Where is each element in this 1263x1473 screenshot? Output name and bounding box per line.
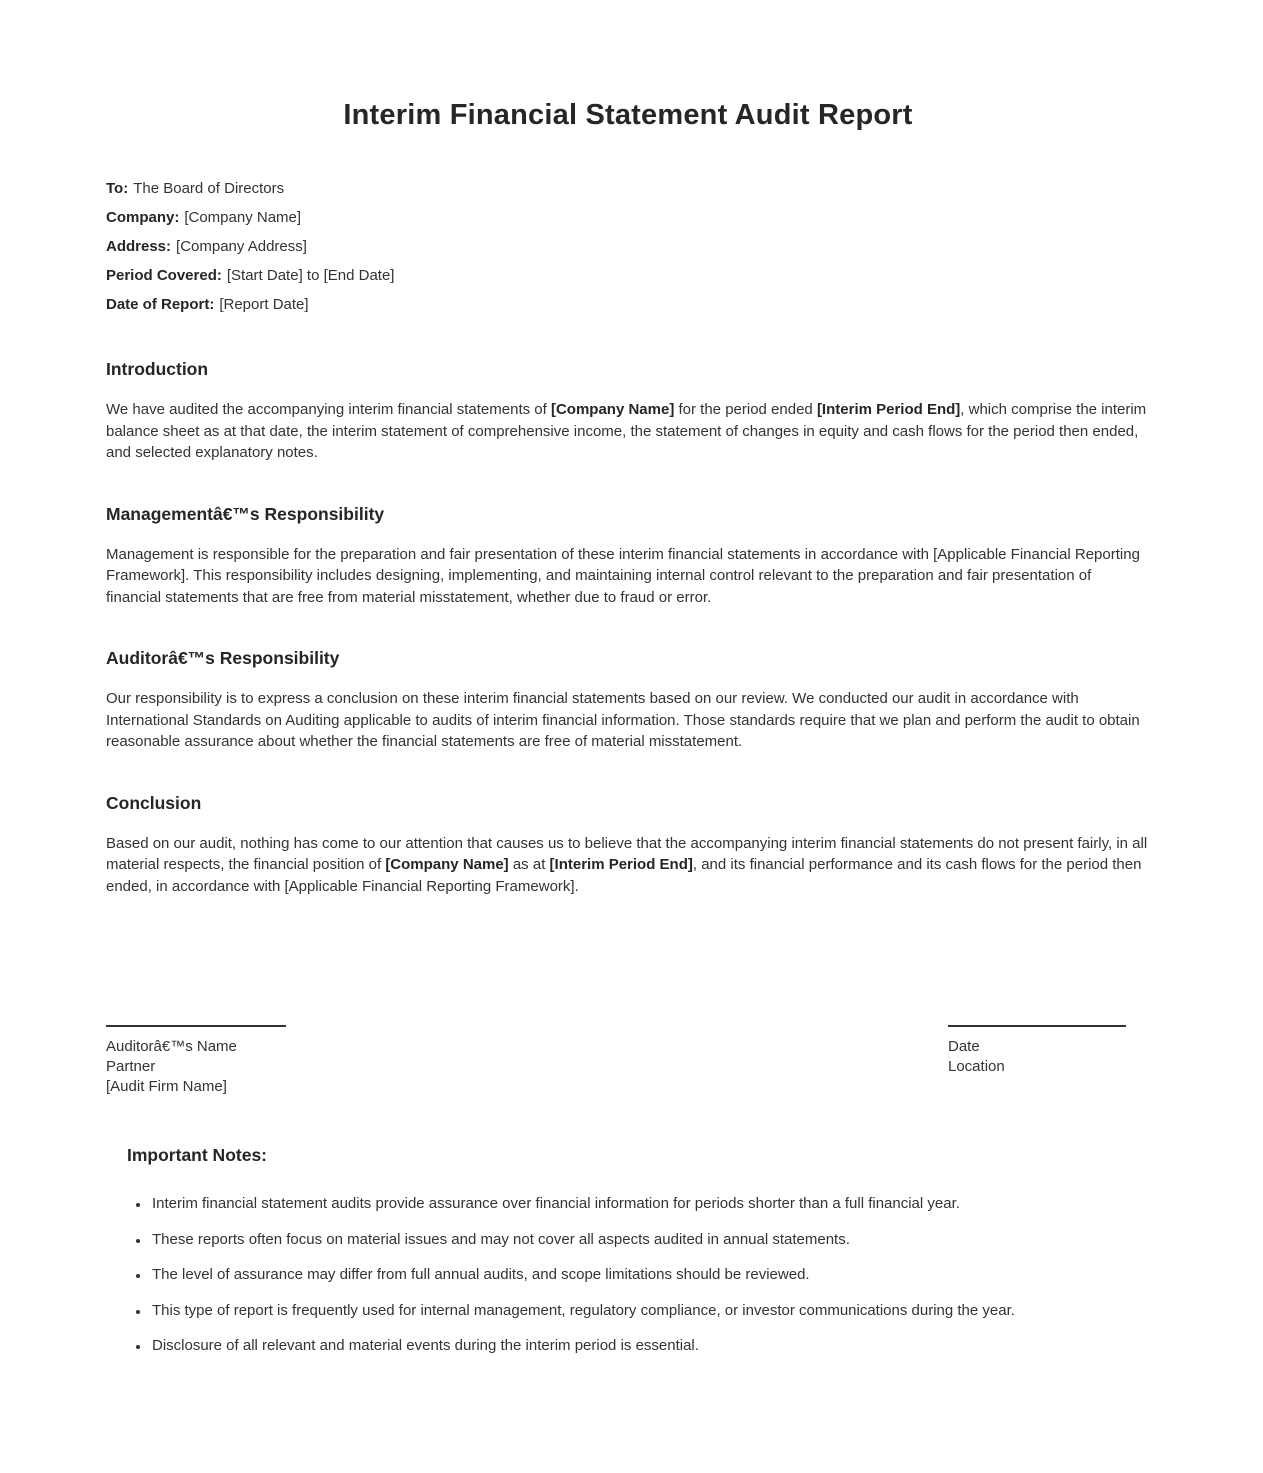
meta-to-label: To:: [106, 180, 129, 197]
meta-company: [106, 203, 1150, 232]
section-managements-responsibility: [106, 502, 1150, 609]
section-managements-responsibility-heading: Managementâ€™s Responsibility: [106, 503, 385, 524]
section-conclusion-heading: Conclusion: [106, 792, 202, 813]
meta-to-value: The Board of Directors: [133, 180, 285, 197]
section-auditors-responsibility: [106, 646, 1150, 753]
meta-period-covered: [106, 261, 1150, 290]
meta-report-date-value: [Report Date]: [219, 296, 309, 313]
signature-row: [106, 1025, 1150, 1097]
note-item: • This type of report is frequently used for internal management, regulatory compliance, or investor communications during the year.: [150, 1300, 1150, 1322]
date-signature-line: [948, 1025, 1126, 1027]
auditor-signature-block: [106, 1025, 286, 1097]
meta-address-value: [Company Address]: [176, 238, 307, 255]
section-introduction-paragraph: We have audited the accompanying interim financial statements of [Company Name] for the period ended [Interim Period End], which comprise the interim balance sheet as at that date, the interim statement of comprehensive income, the statement of changes in equity and cash flows for the period then ended, and selected explanatory notes.: [106, 401, 1147, 461]
section-auditors-responsibility-heading: Auditorâ€™s Responsibility: [106, 648, 340, 668]
date-line: Date: [948, 1038, 980, 1055]
meta-address: [106, 232, 1150, 261]
note-item: • Interim financial statement audits provide assurance over financial information for periods shorter than a full financial year.: [150, 1193, 1150, 1215]
meta-address-label: Address:: [106, 238, 172, 255]
date-signature-block: [948, 1025, 1138, 1077]
note-item: • The level of assurance may differ from full annual audits, and scope limitations should be reviewed.: [150, 1264, 1150, 1286]
meta-period-covered-value: [Start Date] to [End Date]: [226, 267, 395, 284]
important-notes-list: [106, 1193, 1150, 1357]
auditor-title-line: Partner: [106, 1058, 156, 1075]
section-conclusion: [106, 791, 1150, 898]
section-introduction: [106, 357, 1150, 464]
location-line: Location: [948, 1058, 1005, 1075]
meta-company-value: [Company Name]: [184, 209, 302, 226]
meta-to: [106, 174, 1150, 203]
auditor-name-line: Auditorâ€™s Name: [106, 1038, 237, 1055]
audit-firm-line: [Audit Firm Name]: [106, 1078, 227, 1095]
meta-report-date-label: Date of Report:: [106, 296, 215, 313]
important-notes-section: [106, 1143, 1150, 1357]
meta-report-date: [106, 290, 1150, 319]
document-page: [0, 96, 1263, 1411]
meta-company-label: Company:: [106, 209, 180, 226]
note-item: • Disclosure of all relevant and material events during the interim period is essential.: [150, 1335, 1150, 1357]
page-title: Interim Financial Statement Audit Report: [343, 99, 913, 131]
section-auditors-responsibility-paragraph: Our responsibility is to express a conclusion on these interim financial statements based on our review. We conducted our audit in accordance with International Standards on Auditing applicable to audits of interim financial information. Those standards require that we plan and perform the audit to obtain reasonable assurance about whether the financial statements are free of material misstatement.: [106, 690, 1140, 750]
important-notes-heading: Important Notes:: [127, 1145, 267, 1165]
note-item: • These reports often focus on material issues and may not cover all aspects audited in annual statements.: [150, 1229, 1150, 1251]
section-managements-responsibility-paragraph: Management is responsible for the preparation and fair presentation of these interim financial statements in accordance with [Applicable Financial Reporting Framework]. This responsibility includes designing, implementing, and maintaining internal control relevant to the preparation and fair presentation of financial statements that are free from material misstatement, whether due to fraud or error.: [106, 545, 1140, 606]
recipient-meta-block: [106, 174, 1150, 319]
meta-period-covered-label: Period Covered:: [106, 267, 222, 284]
section-conclusion-paragraph: Based on our audit, nothing has come to our attention that causes us to believe that the accompanying interim financial statements do not present fairly, in all material respects, the financial position of [Company Name] as at [Interim Period End], and its financial performance and its cash flows for the period then ended, in accordance with [Applicable Financial Reporting Framework].: [106, 834, 1148, 895]
section-introduction-heading: Introduction: [106, 359, 209, 379]
auditor-signature-line: [106, 1025, 286, 1027]
